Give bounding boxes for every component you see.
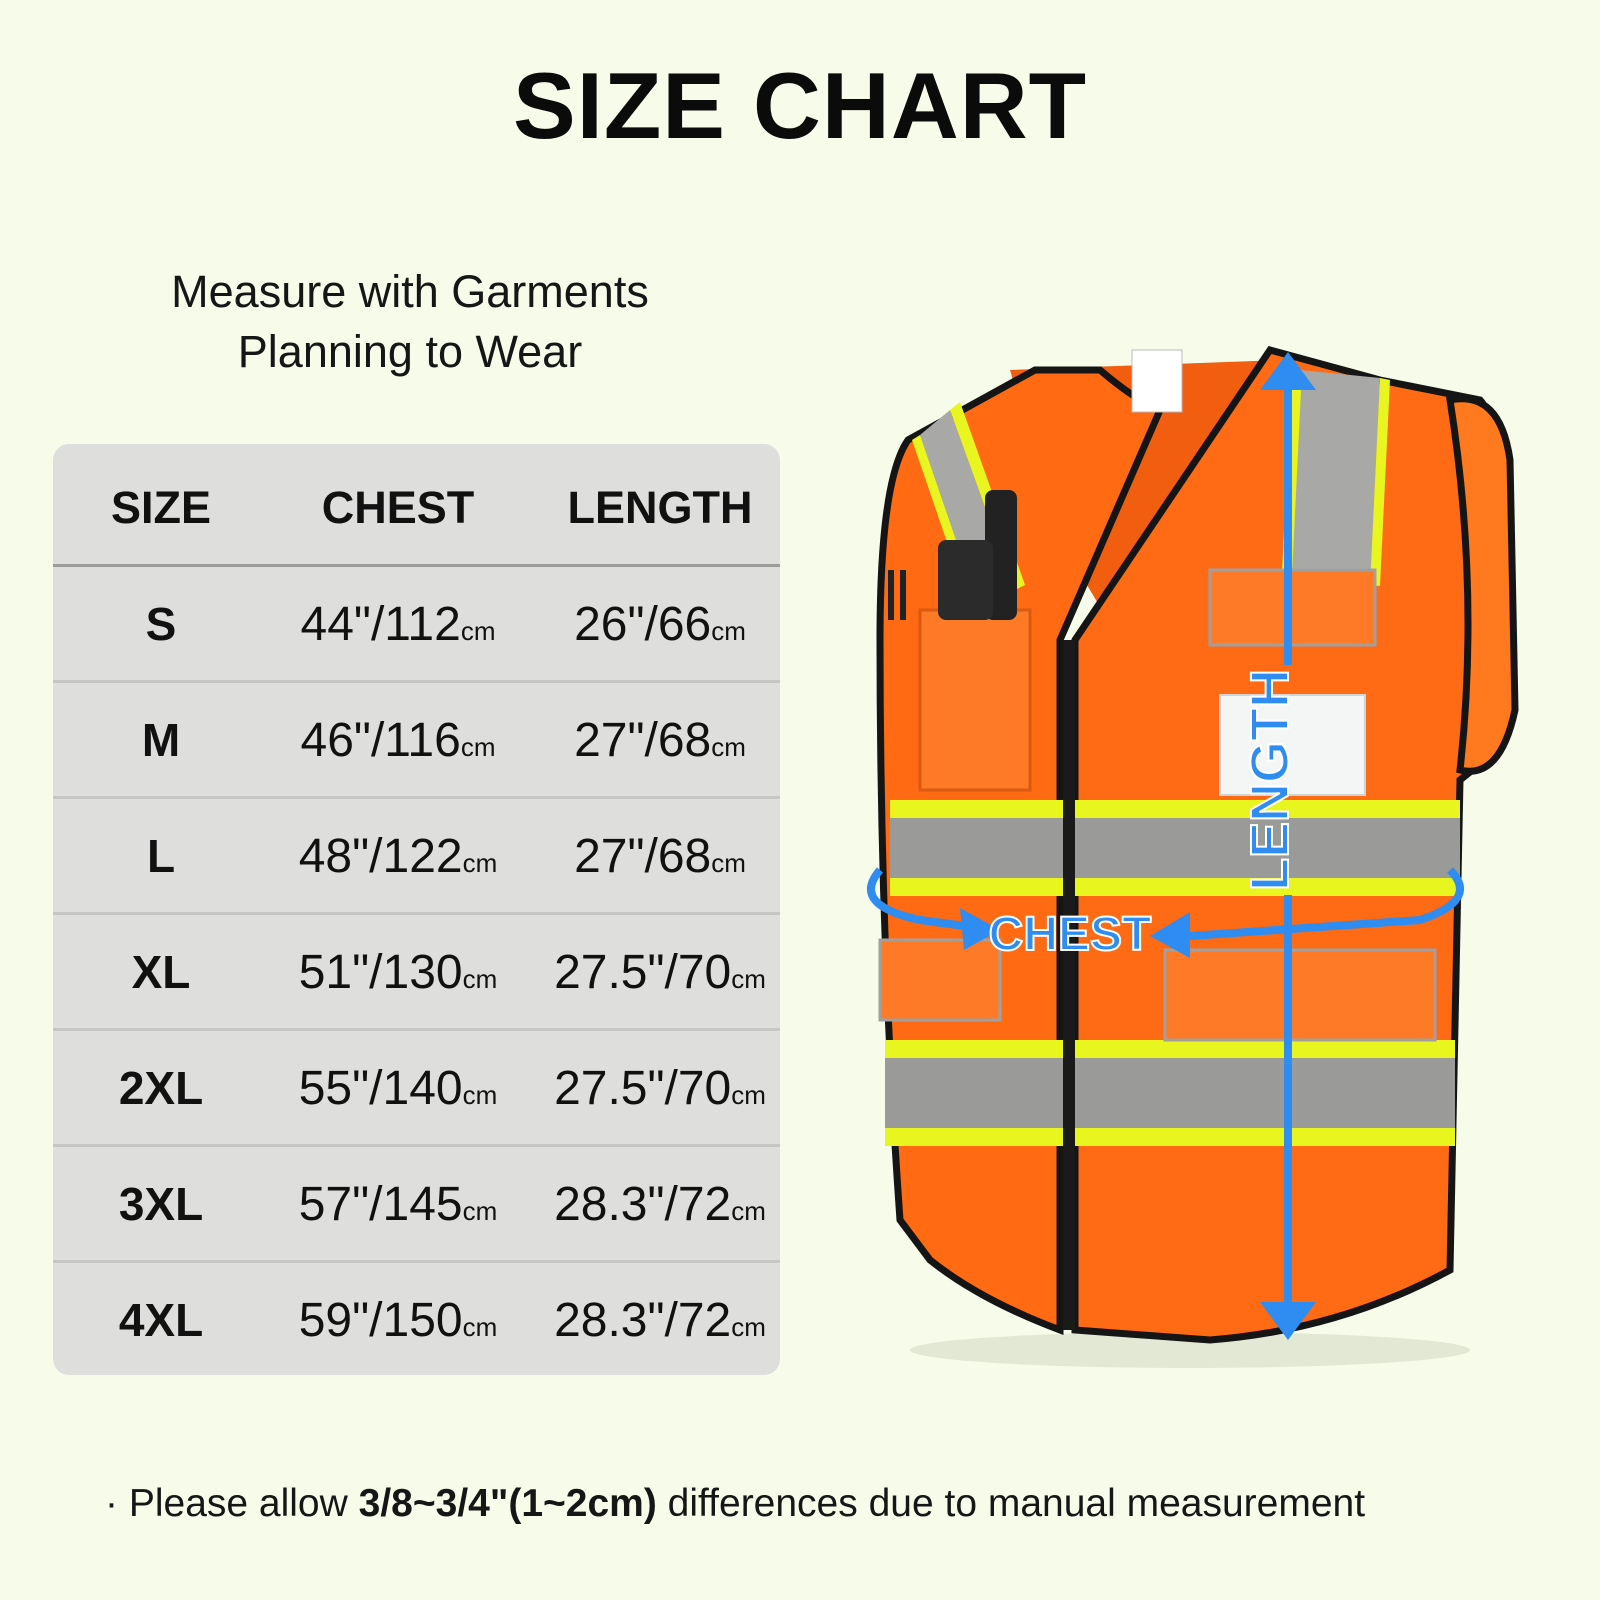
measure-instruction-line2: Planning to Wear xyxy=(237,326,583,377)
length-cell-unit: cm xyxy=(711,616,746,646)
measurement-note xyxy=(105,1482,1585,1526)
header-size: SIZE xyxy=(110,482,212,533)
length-cell-unit: cm xyxy=(731,1080,766,1110)
chest-cell xyxy=(273,1177,523,1232)
chest-cell xyxy=(273,1061,523,1116)
chest-cell-value: 48"/122 xyxy=(298,830,463,883)
note-bullet: · xyxy=(105,1482,118,1525)
length-cell-value: 27"/68 xyxy=(574,830,712,883)
header-chest: CHEST xyxy=(321,482,475,533)
size-cell: S xyxy=(145,598,177,650)
chest-cell-value: 59"/150 xyxy=(298,1294,463,1347)
chest-cell-value: 44"/112 xyxy=(300,598,461,651)
length-cell-value: 27"/68 xyxy=(574,714,712,767)
length-cell-value: 28.3"/72 xyxy=(554,1178,732,1231)
chest-cell-unit: cm xyxy=(462,848,498,878)
size-cell: M xyxy=(141,714,181,766)
length-cell xyxy=(535,597,785,652)
length-cell-value: 28.3"/72 xyxy=(554,1294,732,1347)
chest-cell-unit: cm xyxy=(462,1080,498,1110)
chest-cell-unit: cm xyxy=(460,616,496,646)
length-cell xyxy=(535,1293,785,1348)
chest-label: CHEST xyxy=(988,908,1152,961)
chest-cell xyxy=(273,945,523,1000)
chest-cell-unit: cm xyxy=(460,732,496,762)
length-cell xyxy=(535,1061,785,1116)
chest-cell xyxy=(273,713,523,768)
length-cell xyxy=(535,713,785,768)
note-prefix: Please allow xyxy=(118,1482,359,1525)
chest-cell-unit: cm xyxy=(462,964,498,994)
length-cell-value: 27.5"/70 xyxy=(554,1062,732,1115)
length-cell xyxy=(535,1177,785,1232)
safety-vest-image xyxy=(860,340,1600,1390)
length-cell-unit: cm xyxy=(711,848,746,878)
page-title: SIZE CHART xyxy=(513,53,1087,158)
length-label: LENGTH xyxy=(1240,669,1300,891)
size-table xyxy=(53,444,780,1375)
note-suffix: differences due to manual measurement xyxy=(656,1482,1366,1525)
chest-cell xyxy=(273,829,523,884)
chest-cell-unit: cm xyxy=(462,1196,498,1226)
note-tolerance: 3/8~3/4"(1~2cm) xyxy=(358,1482,657,1525)
table-row xyxy=(53,1028,780,1147)
chest-cell xyxy=(273,1293,523,1348)
length-cell xyxy=(535,829,785,884)
table-row xyxy=(53,912,780,1031)
length-cell-unit: cm xyxy=(731,1196,766,1226)
size-table-header xyxy=(53,444,780,567)
chest-cell-value: 46"/116 xyxy=(300,714,461,767)
table-row xyxy=(53,796,780,915)
vest-illustration xyxy=(860,340,1600,1390)
length-cell xyxy=(535,945,785,1000)
table-row xyxy=(53,680,780,799)
table-row xyxy=(53,1260,780,1379)
size-cell: 3XL xyxy=(118,1178,204,1230)
table-row xyxy=(53,1144,780,1263)
length-cell-unit: cm xyxy=(731,1312,766,1342)
length-cell-unit: cm xyxy=(731,964,766,994)
chest-cell-value: 57"/145 xyxy=(298,1178,463,1231)
size-cell: L xyxy=(146,830,176,882)
chest-cell-value: 55"/140 xyxy=(298,1062,463,1115)
chest-cell xyxy=(273,597,523,652)
measure-instruction xyxy=(60,262,760,382)
length-cell-value: 27.5"/70 xyxy=(554,946,732,999)
length-cell-unit: cm xyxy=(711,732,746,762)
measure-instruction-line1: Measure with Garments xyxy=(171,266,649,317)
chest-cell-unit: cm xyxy=(462,1312,498,1342)
length-cell-value: 26"/66 xyxy=(574,598,712,651)
table-row xyxy=(53,564,780,683)
chest-cell-value: 51"/130 xyxy=(298,946,463,999)
size-cell: 4XL xyxy=(118,1294,204,1346)
header-length: LENGTH xyxy=(567,482,753,533)
size-cell: XL xyxy=(131,946,191,998)
size-cell: 2XL xyxy=(118,1062,204,1114)
